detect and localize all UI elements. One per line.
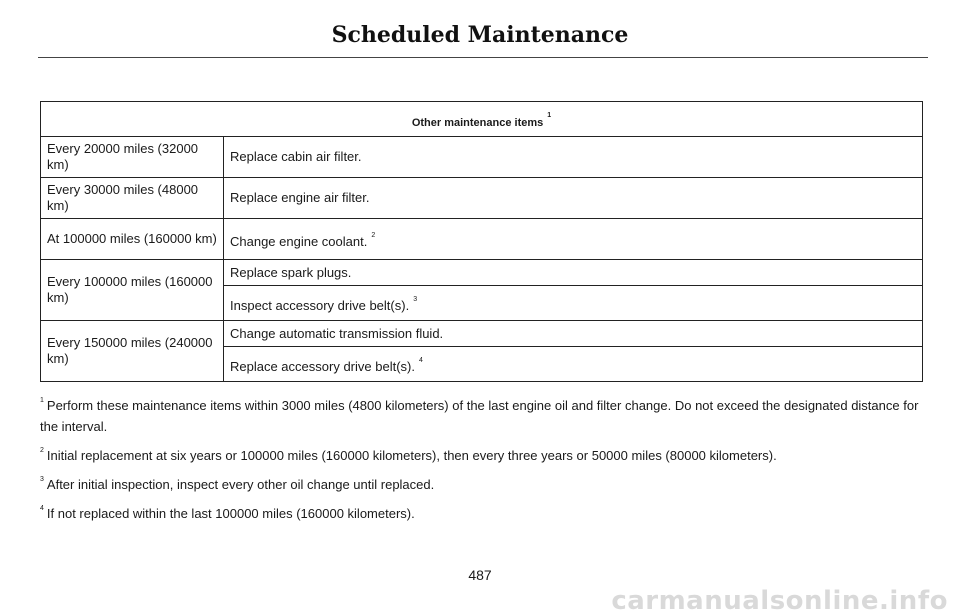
footnote-text: Initial replacement at six years or 100000 miles (160000 kilometers), then every three years or 50000 miles (80000 kilometers).: [46, 448, 777, 463]
footnote-ref: 1: [547, 111, 552, 119]
interval-cell: Every 150000 miles (240000 km): [41, 321, 224, 382]
task-text: Replace spark plugs.: [230, 264, 352, 280]
table-row: [41, 137, 923, 178]
table-heading: [41, 102, 923, 137]
task-text: Replace accessory drive belt(s).: [230, 359, 415, 374]
footnote: [40, 469, 930, 495]
footnotes: [40, 390, 930, 527]
task-cell: [224, 347, 923, 382]
footnote-number: 2: [40, 447, 44, 454]
task-cell: [224, 286, 923, 321]
maintenance-table: [40, 101, 923, 382]
task-cell: [224, 260, 923, 286]
footnote: [40, 498, 930, 524]
footnote-number: 3: [40, 476, 44, 483]
task-text: Inspect accessory drive belt(s).: [230, 298, 410, 313]
page-number: 487: [468, 567, 492, 583]
table-row: [41, 219, 923, 260]
table-heading-text: Other maintenance items: [411, 116, 544, 129]
task-cell: [224, 321, 923, 347]
interval-cell: At 100000 miles (160000 km): [41, 219, 224, 260]
table-header-row: [41, 102, 923, 137]
table-row: [41, 321, 923, 347]
watermark: carmanualsonline.info: [611, 586, 948, 616]
footnote-text: If not replaced within the last 100000 miles (160000 kilometers).: [46, 506, 415, 521]
footnote-ref: 4: [418, 357, 423, 364]
page-title: Scheduled Maintenance: [331, 22, 629, 48]
task-text: Replace engine air filter.: [230, 190, 370, 205]
footnote-number: 1: [40, 397, 44, 404]
footnote-ref: 2: [371, 232, 376, 239]
interval-cell: Every 30000 miles (48000 km): [41, 178, 224, 219]
task-cell: [224, 178, 923, 219]
table-row: [41, 260, 923, 286]
footnote: [40, 390, 930, 437]
task-cell: [224, 219, 923, 260]
task-text: Change engine coolant.: [230, 234, 368, 249]
footnote-number: 4: [40, 505, 44, 512]
footnote: [40, 440, 930, 466]
footnote-text: Perform these maintenance items within 3000 miles (4800 kilometers) of the last engine oil and filter change. Do not exceed the designated distance for the interval.: [40, 398, 919, 434]
interval-cell: Every 100000 miles (160000 km): [41, 260, 224, 321]
interval-cell: Every 20000 miles (32000 km): [41, 137, 224, 178]
table-row: [41, 178, 923, 219]
task-cell: [224, 137, 923, 178]
task-text: Change automatic transmission fluid.: [230, 325, 444, 341]
footnote-text: After initial inspection, inspect every other oil change until replaced.: [46, 477, 435, 492]
header-divider: [38, 57, 928, 58]
footnote-ref: 3: [413, 296, 418, 303]
task-text: Replace cabin air filter.: [230, 149, 362, 164]
